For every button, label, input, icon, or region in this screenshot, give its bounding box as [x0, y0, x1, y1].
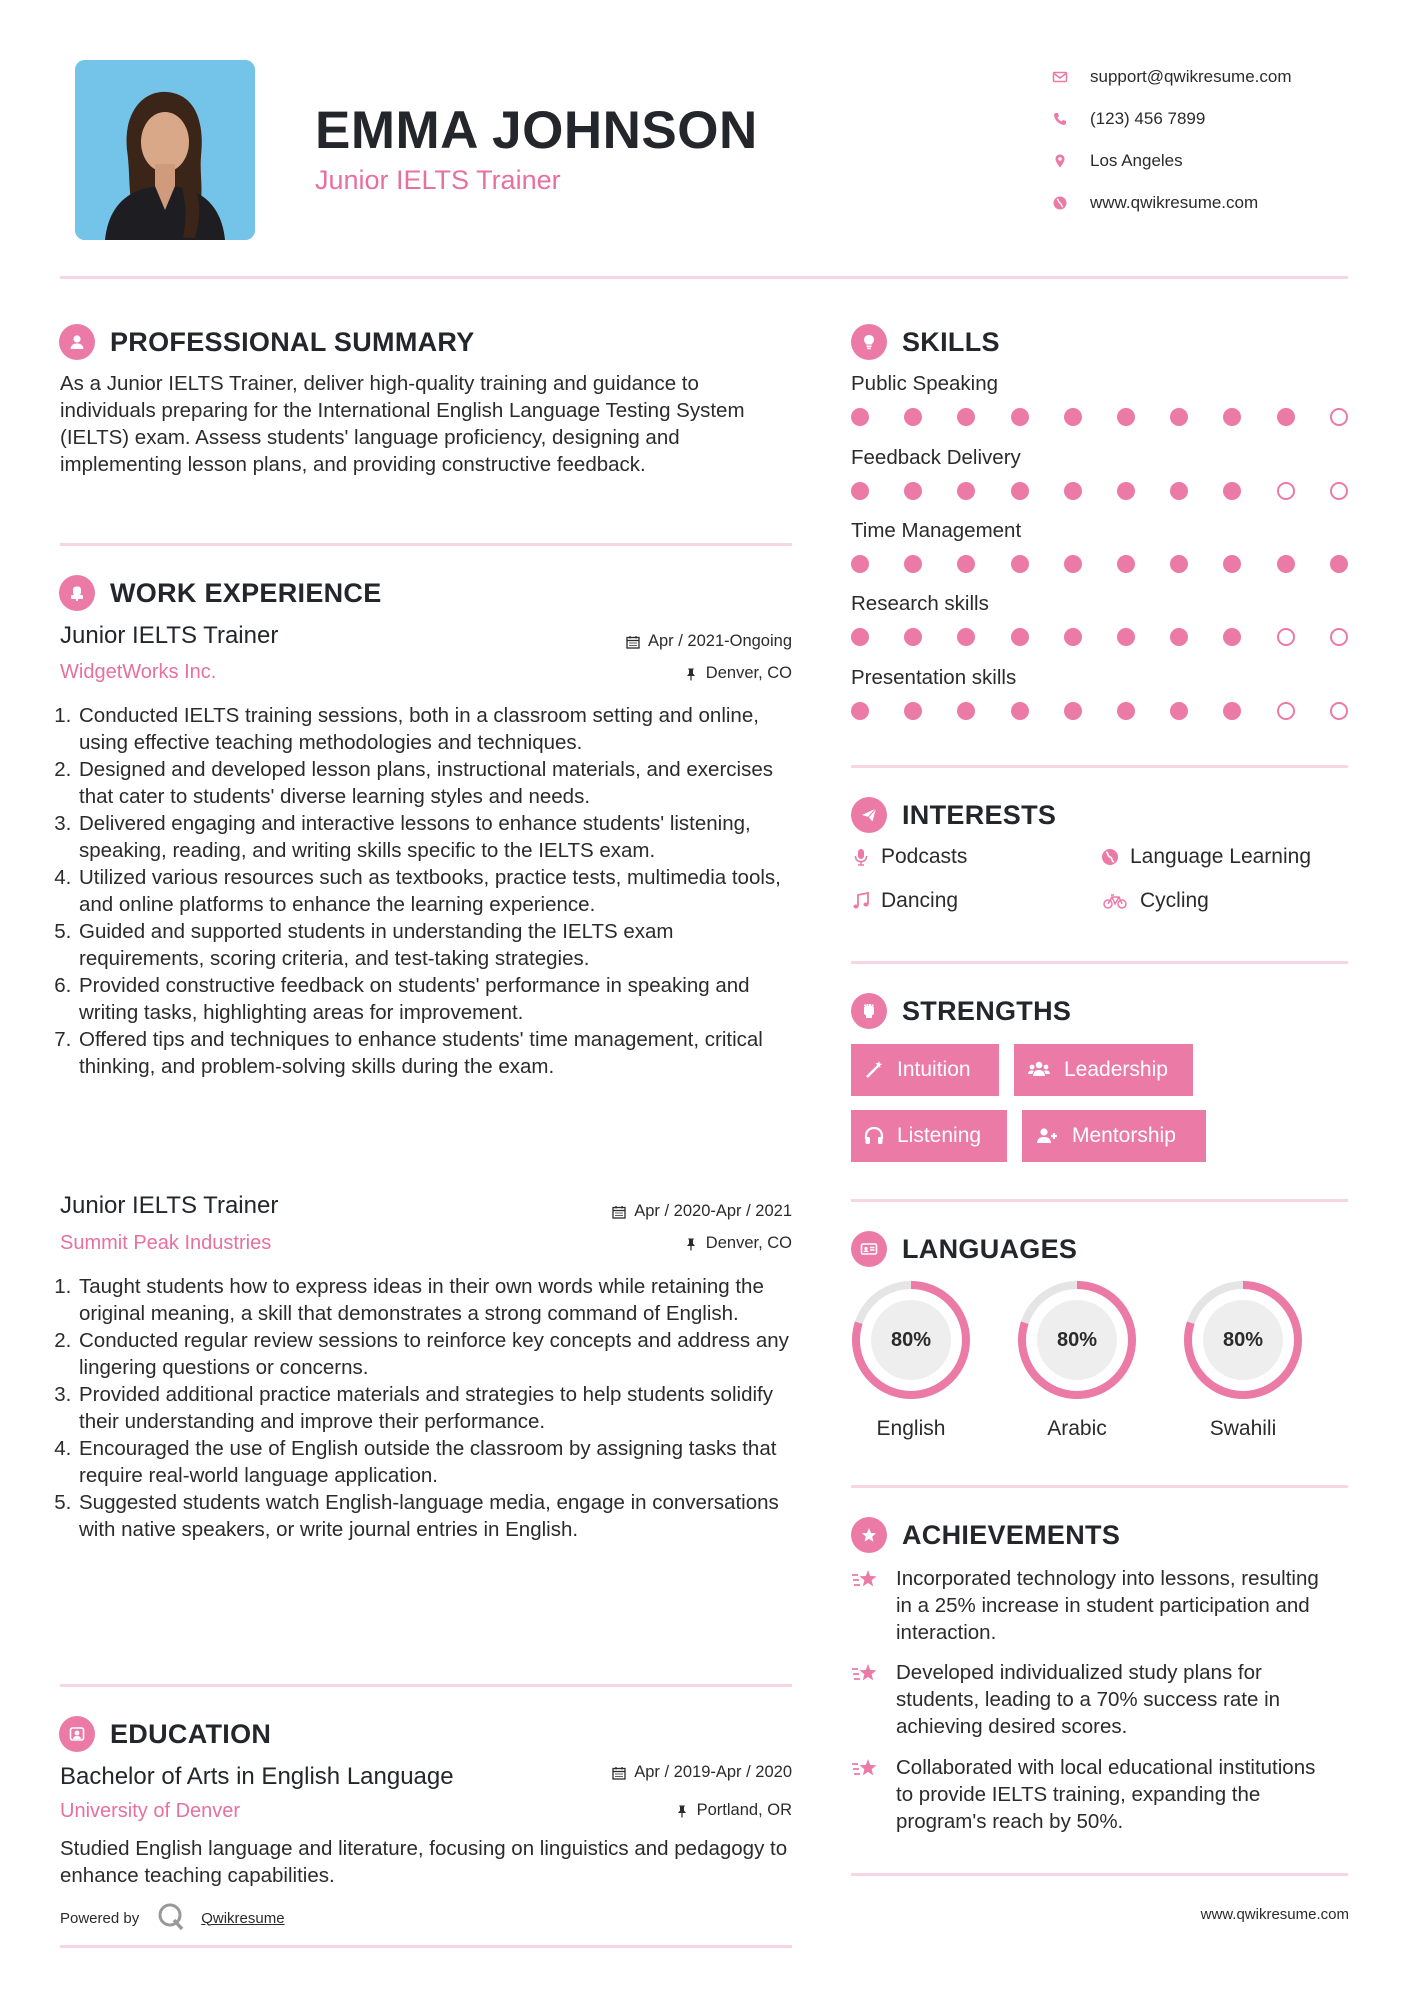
list-item: 3. Delivered engaging and interactive lessons to enhance students' listening, speaking, reading, and writing skills specific to the IELTS exam.	[77, 810, 794, 864]
skill-dot-filled	[904, 702, 922, 720]
contact-phone[interactable]: (123) 456 7899	[1050, 98, 1380, 140]
qwikresume-link[interactable]: Qwikresume	[201, 1909, 285, 1927]
skill-dot-empty	[1330, 702, 1348, 720]
summary-divider	[60, 543, 792, 546]
achievement-item: Collaborated with local educational institutions to provide IELTS training, expanding the program's reach by 50%.	[851, 1754, 1351, 1835]
achievement-item: Incorporated technology into lessons, resulting in a 25% increase in student participation and interaction.	[851, 1565, 1351, 1646]
phone-icon	[1050, 111, 1090, 127]
job-responsibilities	[59, 1273, 794, 1543]
achievements-heading: ACHIEVEMENTS	[851, 1517, 1120, 1553]
skill-dot-empty	[1330, 408, 1348, 426]
paper-plane-icon	[851, 797, 887, 833]
id-card-icon	[851, 1231, 887, 1267]
interest-item: Podcasts	[851, 845, 967, 869]
interest-item: Dancing	[851, 889, 958, 913]
skill-rating	[851, 408, 1349, 428]
interests-heading: INTERESTS	[851, 797, 1056, 833]
globe-icon	[1100, 847, 1120, 867]
interest-item: Language Learning	[1100, 845, 1311, 869]
contact-website[interactable]: www.qwikresume.com	[1050, 182, 1380, 224]
skill-name: Presentation skills	[851, 666, 1017, 689]
list-item: 5. Suggested students watch English-language media, engage in conversations with native speakers, or write journal entries in English.	[77, 1489, 794, 1543]
skill-dot-filled	[851, 702, 869, 720]
skill-dot-filled	[1223, 702, 1241, 720]
work-heading: WORK EXPERIENCE	[59, 575, 382, 611]
pushpin-icon	[684, 1237, 698, 1251]
calendar-icon	[612, 1766, 626, 1780]
skill-dot-filled	[1064, 408, 1082, 426]
skill-dot-filled	[957, 702, 975, 720]
skill-dot-filled	[1170, 408, 1188, 426]
skill-dot-filled	[1170, 555, 1188, 573]
list-item: 2. Designed and developed lesson plans, instructional materials, and exercises that cater to students' diverse learning styles and needs.	[77, 756, 794, 810]
candidate-name: EMMA JOHNSON	[315, 101, 758, 160]
skill-rating	[851, 628, 1349, 648]
education-description: Studied English language and literature, focusing on linguistics and pedagogy to enhance teaching capabilities.	[60, 1837, 788, 1887]
strength-tag-listening: Listening	[851, 1110, 1007, 1162]
contact-location: Los Angeles	[1050, 140, 1380, 182]
summary-text: As a Junior IELTS Trainer, deliver high-quality training and guidance to individuals preparing for the International English Language Testing System (IELTS) exam. Assess students' language proficiency, designing and implementing lesson plans, and providing constructive feedback.	[60, 372, 745, 476]
skill-dot-filled	[957, 628, 975, 646]
graduate-icon	[59, 1716, 95, 1752]
envelope-icon	[1050, 69, 1090, 85]
lightbulb-icon	[851, 324, 887, 360]
qwikresume-logo-icon	[155, 1900, 187, 1936]
strength-tag-intuition: Intuition	[851, 1044, 999, 1096]
list-item: 4. Utilized various resources such as textbooks, practice tests, multimedia tools, and online platforms to enhance the learning experience.	[77, 864, 794, 918]
microphone-icon	[851, 847, 871, 867]
skills-divider	[851, 765, 1348, 768]
skill-dot-filled	[1223, 408, 1241, 426]
list-item: 4. Encouraged the use of English outside the classroom by assigning tasks that require real-world language application.	[77, 1435, 794, 1489]
list-item: 5. Guided and supported students in understanding the IELTS exam requirements, scoring criteria, and test-taking strategies.	[77, 918, 794, 972]
job-location: Denver, CO	[490, 664, 792, 683]
contact-email[interactable]: support@qwikresume.com	[1050, 56, 1380, 98]
language-percent: 80%	[1222, 1328, 1264, 1351]
skill-dot-filled	[851, 628, 869, 646]
skill-dot-filled	[1117, 702, 1135, 720]
skill-rating	[851, 555, 1349, 575]
achievement-item: Developed individualized study plans for students, leading to a 70% success rate in achieving desired scores.	[851, 1659, 1351, 1740]
calendar-icon	[626, 635, 640, 649]
achievements-divider	[851, 1873, 1348, 1876]
language-percent: 80%	[890, 1328, 932, 1351]
language-item	[1015, 1278, 1139, 1441]
skill-dot-empty	[1277, 628, 1295, 646]
language-name: Arabic	[1047, 1417, 1107, 1440]
skill-dot-empty	[1330, 628, 1348, 646]
list-item: 1. Conducted IELTS training sessions, both in a classroom setting and online, using effective teaching methodologies and techniques.	[77, 702, 794, 756]
skill-dot-filled	[1064, 702, 1082, 720]
list-item: 3. Provided additional practice materials and strategies to help students solidify their understanding and improve their performance.	[77, 1381, 794, 1435]
skill-dot-filled	[904, 628, 922, 646]
language-percent: 80%	[1056, 1328, 1098, 1351]
skill-dot-filled	[1117, 482, 1135, 500]
skill-name: Time Management	[851, 519, 1022, 542]
skill-dot-filled	[1277, 555, 1295, 573]
skill-name: Feedback Delivery	[851, 446, 1021, 469]
skill-name: Public Speaking	[851, 372, 999, 395]
company-name: WidgetWorks Inc.	[60, 661, 217, 683]
strengths-divider	[851, 1199, 1348, 1202]
education-location: Portland, OR	[490, 1801, 792, 1820]
skill-dot-filled	[1011, 482, 1029, 500]
skill-rating	[851, 482, 1349, 502]
degree-title: Bachelor of Arts in English Language	[60, 1763, 454, 1790]
headphones-icon	[863, 1125, 885, 1147]
calendar-icon	[612, 1205, 626, 1219]
languages-heading: LANGUAGES	[851, 1231, 1077, 1267]
list-item: 2. Conducted regular review sessions to reinforce key concepts and address any lingering questions or concerns.	[77, 1327, 794, 1381]
job-dates: Apr / 2021-Ongoing	[490, 632, 792, 651]
fist-icon	[851, 993, 887, 1029]
skill-dot-filled	[1117, 555, 1135, 573]
job-location: Denver, CO	[490, 1234, 792, 1253]
skill-dot-filled	[1223, 628, 1241, 646]
skill-dot-filled	[1011, 702, 1029, 720]
pushpin-icon	[684, 667, 698, 681]
language-item	[1181, 1278, 1305, 1441]
skill-dot-filled	[904, 482, 922, 500]
work-divider	[60, 1684, 792, 1687]
skill-dot-filled	[1170, 628, 1188, 646]
skill-dot-filled	[1223, 482, 1241, 500]
strength-tag-leadership: Leadership	[1014, 1044, 1193, 1096]
bicycle-icon	[1100, 891, 1130, 911]
summary-heading: PROFESSIONAL SUMMARY	[59, 324, 475, 360]
contact-block	[1050, 56, 1380, 224]
skill-dot-filled	[1064, 555, 1082, 573]
languages-divider	[851, 1485, 1348, 1488]
skill-dot-filled	[957, 408, 975, 426]
skill-dot-filled	[904, 408, 922, 426]
education-dates: Apr / 2019-Apr / 2020	[490, 1763, 792, 1782]
header-divider	[60, 276, 1348, 279]
interests-divider	[851, 961, 1348, 964]
footer-website[interactable]: www.qwikresume.com	[1200, 1906, 1349, 1923]
user-plus-icon	[1034, 1125, 1060, 1147]
users-icon	[1026, 1059, 1052, 1081]
list-item: 6. Provided constructive feedback on students' performance in speaking and writing tasks, highlighting areas for improvement.	[77, 972, 794, 1026]
skill-dot-filled	[957, 555, 975, 573]
map-pin-icon	[1050, 153, 1090, 169]
skill-dot-filled	[1064, 628, 1082, 646]
job-title: Junior IELTS Trainer	[60, 1192, 279, 1219]
skill-dot-filled	[1330, 555, 1348, 573]
pushpin-icon	[675, 1804, 689, 1818]
skill-dot-filled	[904, 555, 922, 573]
school-name: University of Denver	[60, 1800, 241, 1822]
skill-dot-filled	[1223, 555, 1241, 573]
candidate-title: Junior IELTS Trainer	[315, 165, 561, 195]
language-name: English	[876, 1417, 946, 1440]
skill-dot-filled	[1277, 408, 1295, 426]
skill-dot-filled	[1117, 628, 1135, 646]
job-responsibilities	[59, 702, 794, 1080]
skill-dot-filled	[957, 482, 975, 500]
strength-tag-mentorship: Mentorship	[1022, 1110, 1206, 1162]
strengths-heading: STRENGTHS	[851, 993, 1071, 1029]
shooting-star-icon	[851, 1754, 896, 1835]
music-note-icon	[851, 891, 871, 911]
job-dates: Apr / 2020-Apr / 2021	[490, 1202, 792, 1221]
skill-dot-filled	[1170, 482, 1188, 500]
skill-dot-filled	[1011, 408, 1029, 426]
list-item: 7. Offered tips and techniques to enhance students' time management, critical thinking, and problem-solving skills during the exam.	[77, 1026, 794, 1080]
powered-by: Powered by Qwikresume	[60, 1900, 285, 1936]
skill-dot-filled	[1011, 628, 1029, 646]
shooting-star-icon	[851, 1659, 896, 1740]
skill-dot-filled	[1064, 482, 1082, 500]
magic-wand-icon	[863, 1059, 885, 1081]
language-item	[849, 1278, 973, 1441]
globe-icon	[1050, 195, 1090, 211]
skill-dot-filled	[1011, 555, 1029, 573]
footer-divider-left	[60, 1945, 792, 1948]
education-heading: EDUCATION	[59, 1716, 271, 1752]
skill-name: Research skills	[851, 592, 989, 615]
user-icon	[59, 324, 95, 360]
skill-dot-filled	[851, 408, 869, 426]
skill-rating	[851, 702, 1349, 722]
profile-photo	[75, 60, 255, 240]
company-name: Summit Peak Industries	[60, 1232, 272, 1254]
skill-dot-filled	[1170, 702, 1188, 720]
skill-dot-filled	[851, 482, 869, 500]
skill-dot-filled	[1117, 408, 1135, 426]
language-name: Swahili	[1209, 1417, 1277, 1440]
list-item: 1. Taught students how to express ideas in their own words while retaining the original meaning, a skill that demonstrates a strong command of English.	[77, 1273, 794, 1327]
skill-dot-empty	[1330, 482, 1348, 500]
skill-dot-empty	[1277, 702, 1295, 720]
skill-dot-filled	[851, 555, 869, 573]
interest-item: Cycling	[1100, 889, 1209, 913]
briefcase-icon	[59, 575, 95, 611]
skill-dot-empty	[1277, 482, 1295, 500]
star-badge-icon	[851, 1517, 887, 1553]
shooting-star-icon	[851, 1565, 896, 1646]
job-title: Junior IELTS Trainer	[60, 622, 279, 649]
skills-heading: SKILLS	[851, 324, 1000, 360]
